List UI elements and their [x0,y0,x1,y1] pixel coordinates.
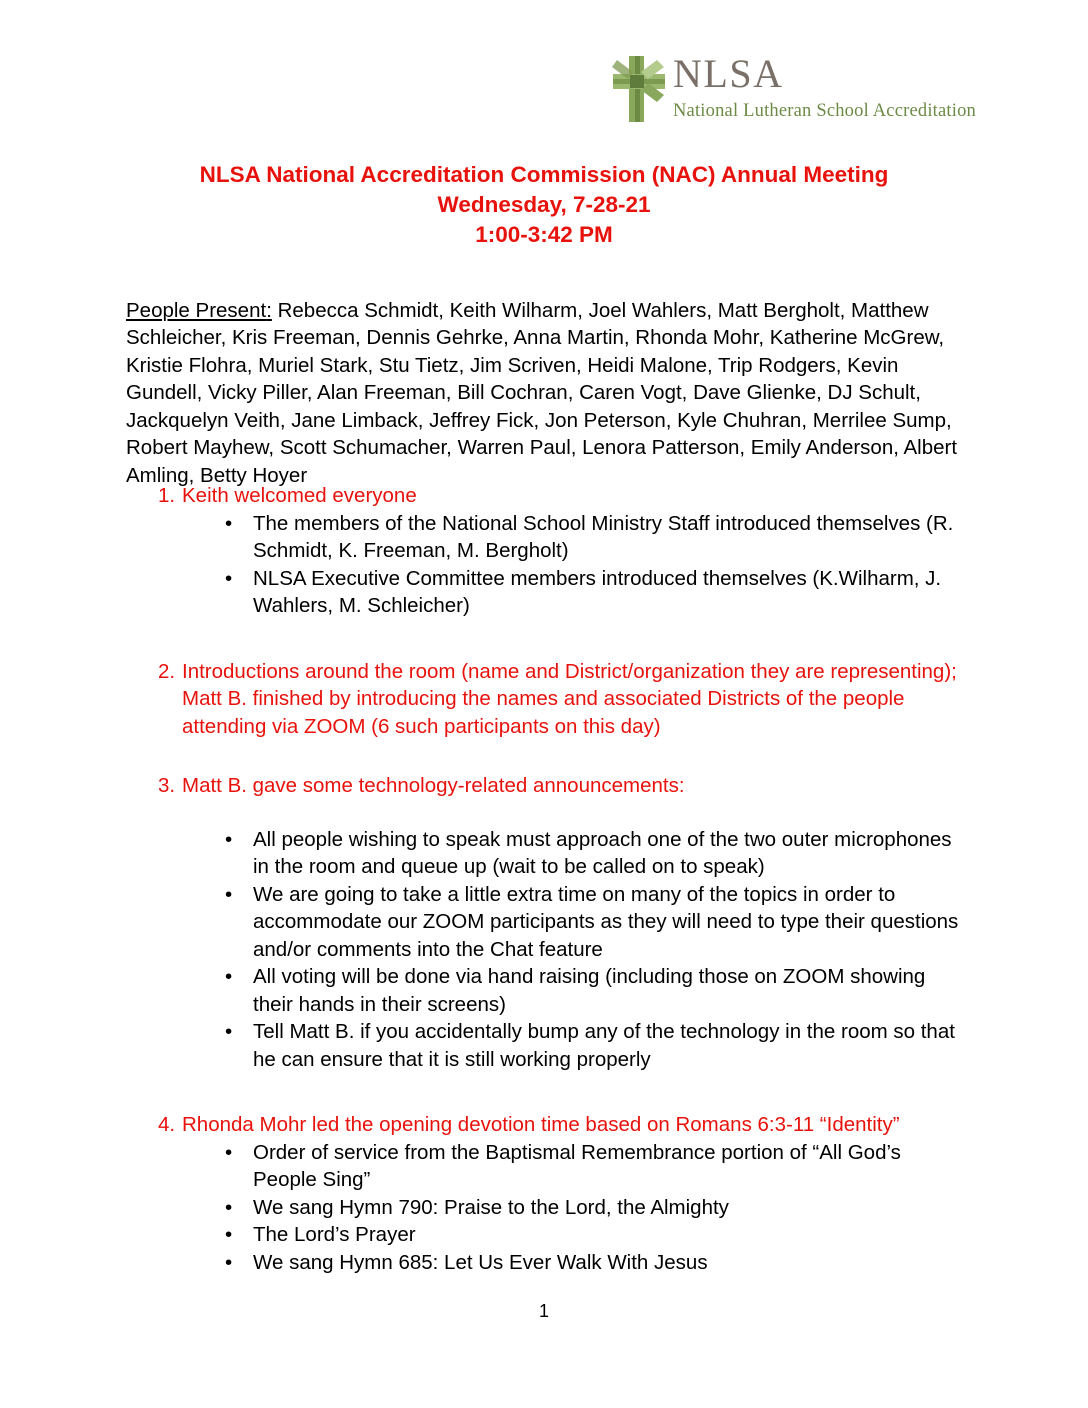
item-title: Introductions around the room (name and District/organization they are representing); Matt B. finished by introducing the names and associated Districts of the people attending via ZOOM (6 such participants on this day) [182,659,957,738]
bullet-icon: • [225,827,233,851]
list-item [182,826,962,881]
nlsa-logo [611,52,976,124]
list-item [126,1111,962,1276]
list-item [182,881,962,964]
sub-bullet-list [182,510,962,620]
logo-wordmark: NLSA [673,51,784,96]
item-number: 2. [158,659,176,683]
bullet-text: The members of the National School Ministry Staff introduced themselves (R. Schmidt, K. Freeman, M. Bergholt) [253,511,954,562]
item-title: Keith welcomed everyone [182,484,417,507]
bullet-text: NLSA Executive Committee members introduced themselves (K.Wilharm, J. Wahlers, M. Schleicher) [253,566,942,617]
bullet-icon: • [225,965,233,988]
bullet-icon: • [225,882,233,906]
list-item [182,1221,962,1249]
bullet-text: The Lord’s Prayer [253,1223,416,1246]
bullet-text: We sang Hymn 790: Praise to the Lord, the Almighty [253,1195,729,1219]
logo-tagline: National Lutheran School Accreditation [673,101,976,121]
bullet-icon: • [225,1250,233,1274]
bullet-text: We sang Hymn 685: Let Us Ever Walk With Jesus [253,1250,708,1274]
bullet-text: All people wishing to speak must approach one of the two outer microphones in the room and queue up (wait to be called on to speak) [253,827,952,878]
item-number: 3. [158,774,176,797]
attendees-label: People Present: [126,298,272,322]
attendees-paragraph [126,297,962,490]
nlsa-cross-icon [611,54,669,124]
item-title: Matt B. gave some technology-related announcements: [182,774,685,797]
sub-bullet-list [182,826,962,1074]
spacer [182,800,962,826]
bullet-icon: • [225,566,233,590]
title-line-2: Wednesday, 7-28-21 [437,192,651,217]
list-item [126,772,962,1073]
title-line-3: 1:00-3:42 PM [475,222,613,247]
list-item [182,1018,962,1073]
bullet-text: Order of service from the Baptismal Remembrance portion of “All God’s People Sing” [253,1140,901,1191]
list-item [126,482,962,620]
item-number: 1. [158,484,176,507]
spacer [126,626,962,658]
list-item [182,1139,962,1194]
list-item [182,1194,962,1222]
document-title [0,160,1088,250]
list-item [182,1249,962,1277]
page-number: 1 [538,1301,549,1321]
bullet-text: All voting will be done via hand raising (including those on ZOOM showing their hands in their screens) [253,965,926,1016]
minutes-list [126,482,962,1282]
attendees-section [126,276,962,510]
item-title: Rhonda Mohr led the opening devotion time based on Romans 6:3-11 “Identity” [182,1113,900,1136]
list-item [182,963,962,1018]
bullet-text: Tell Matt B. if you accidentally bump any of the technology in the room so that he can ensure that it is still working properly [253,1020,955,1071]
attendees-names: Rebecca Schmidt, Keith Wilharm, Joel Wahlers, Matt Bergholt, Matthew Schleicher, Kris Freeman, Dennis Gehrke, Anna Martin, Rhonda Mohr, Katherine McGrew, Kristie Flohra, Muriel Stark, Stu Tietz, Jim Scriven, Heidi Malone, Trip Rodgers, Kevin Gundell, Vicky Piller, Alan Freeman, Bill Cochran, Caren Vogt, Dave Glienke, DJ Schult, Jackquelyn Veith, Jane Limback, Jeffrey Fick, Jon Peterson, Kyle Chuhran, Merrilee Sump, Robert Mayhew, Scott Schumacher, Warren Paul, Lenora Patterson, Emily Anderson, Albert Amling, Betty Hoyer [126,298,958,487]
bullet-icon: • [225,1223,233,1246]
spacer [126,1079,962,1111]
bullet-icon: • [225,1195,233,1219]
bullet-icon: • [225,1020,233,1043]
list-item [182,565,962,620]
title-line-1: NLSA National Accreditation Commission (NAC) Annual Meeting [199,162,889,187]
bullet-text: We are going to take a little extra time on many of the topics in order to accommodate our ZOOM participants as they will need to type their questions and/or comments into the Chat feature [253,882,959,961]
item-number: 4. [158,1113,176,1136]
list-item [182,510,962,565]
spacer [126,746,962,772]
bullet-icon: • [225,511,233,535]
sub-bullet-list [182,1139,962,1277]
bullet-icon: • [225,1140,233,1164]
list-item [126,658,962,741]
